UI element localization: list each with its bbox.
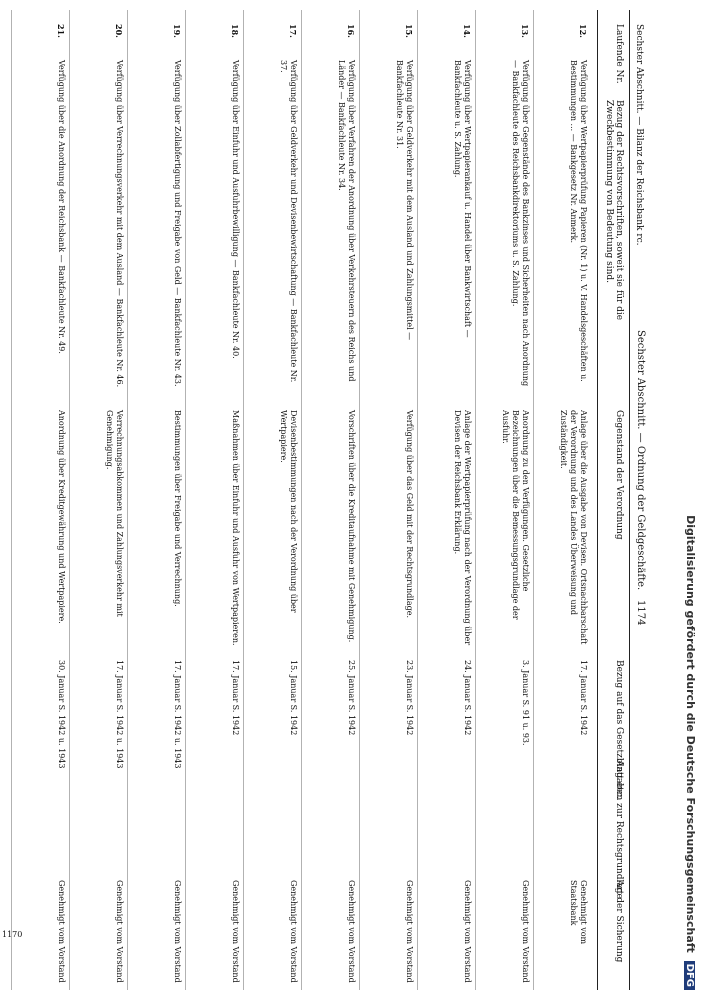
entry-subject: Anlage über die Ausgabe von Devisen. Ortsnachbarschaft der Verordnung und des Landes Überweisung und Zuständigkeit. bbox=[559, 410, 588, 645]
entry-status: Genehmigt vom Vorstand bbox=[521, 880, 530, 983]
entry-subject: Anordnung zu den Verfügungen. Gesetzliche Bezeichnungen über die Bemessungsgrundlage der Ausfuhr. bbox=[501, 410, 530, 620]
entry-text: Verfügung über Verfahren der Anordnung über Verkehrsteuern des Reichs und Länder — Bankfachleute Nr. 34. bbox=[337, 60, 356, 382]
dfg-logo: DFG bbox=[684, 961, 695, 990]
dfg-watermark bbox=[683, 12, 697, 990]
entry-subject: Bestimmungen über Freigabe und Verrechnung. bbox=[173, 410, 182, 607]
entry-subject: Vorschriften über die Kreditaufnahme mit Genehmigung. bbox=[347, 410, 356, 643]
entry-status: Genehmigt vom Vorstand bbox=[289, 880, 298, 983]
row-divider bbox=[185, 10, 186, 990]
entry-text: Verfügung über Geldverkehr mit dem Ausland und Zahlungsmittel — Bankfachleute Nr. 31. bbox=[395, 60, 414, 341]
row-divider bbox=[301, 10, 302, 990]
column-header-1: Laufende Nr. bbox=[614, 24, 624, 84]
table-row bbox=[242, 0, 300, 1000]
entry-reference: 30. Januar S. 1942 u. 1943 bbox=[57, 660, 66, 769]
entry-subject: Anlage der Wertpapierprüfung nach der Verordnung über Devisen der Reichsbank Erklärung. bbox=[453, 410, 472, 646]
entry-text: Verfügung über Verrechnungsverkehr mit dem Ausland — Bankfachleute Nr. 46. bbox=[115, 60, 124, 388]
column-header-4: Bezug auf das Gesetzblatt etc. bbox=[614, 660, 624, 799]
entry-reference: 17. Januar S. 1942 bbox=[579, 660, 588, 736]
column-header-6: Art der Sicherung bbox=[614, 880, 624, 963]
table-row bbox=[68, 0, 126, 1000]
entry-subject: Devisenbestimmungen nach der Verordnung über Wertpapiere. bbox=[279, 410, 298, 613]
entry-number: 16. bbox=[346, 24, 356, 38]
row-divider bbox=[69, 10, 70, 990]
row-divider bbox=[475, 10, 476, 990]
table-row bbox=[474, 0, 532, 1000]
column-header-5: Angaben zur Rechtsgrundlage bbox=[614, 760, 624, 899]
entry-reference: 15. Januar S. 1942 bbox=[289, 660, 298, 736]
entry-text: Verfügung über Geldverkehr und Devisenbewirtschaftung — Bankfachleute Nr. 37. bbox=[279, 60, 298, 383]
row-divider bbox=[243, 10, 244, 990]
entry-number: 14. bbox=[462, 24, 472, 38]
entry-text: Verfügung über Zollabfertigung und Freigabe von Geld — Bankfachleute Nr. 43. bbox=[173, 60, 182, 387]
row-divider bbox=[533, 10, 534, 990]
table-row bbox=[126, 0, 184, 1000]
row-divider bbox=[417, 10, 418, 990]
top-rule bbox=[629, 10, 630, 990]
entry-number: 17. bbox=[288, 24, 298, 38]
entry-number: 21. bbox=[56, 24, 66, 38]
table-row bbox=[416, 0, 474, 1000]
entry-number: 18. bbox=[230, 24, 240, 38]
table-row bbox=[358, 0, 416, 1000]
running-header-center: Sechster Abschnitt. — Ordnung der Geldgeschäfte. bbox=[635, 330, 646, 591]
entry-status: Genehmigt vom Staatsbank bbox=[569, 880, 588, 945]
table-row bbox=[184, 0, 242, 1000]
margin-page-number: 1170 bbox=[2, 930, 23, 939]
table-row bbox=[300, 0, 358, 1000]
watermark-text: Digitalisierung gefördert durch die Deutsche Forschungsgemeinschaft bbox=[684, 515, 697, 953]
entry-reference: 17. Januar S. 1942 bbox=[231, 660, 240, 736]
entry-number: 15. bbox=[404, 24, 414, 38]
entry-subject: Anordnung über Kreditgewährung und Wertpapiere. bbox=[57, 410, 66, 624]
entry-status: Genehmigt vom Vorstand bbox=[347, 880, 356, 983]
table-row bbox=[10, 0, 68, 1000]
column-header-2: Bezug der Rechtsvorschriften, soweit sie für die Zweckbestimmung von Bedeutung sind. bbox=[604, 100, 624, 321]
entry-reference: 25. Januar S. 1942 bbox=[347, 660, 356, 736]
entry-reference: 24. Januar S. 1942 bbox=[463, 660, 472, 736]
entry-number: 12. bbox=[578, 24, 588, 38]
entry-reference: 23. Januar S. 1942 bbox=[405, 660, 414, 736]
entry-status: Genehmigt vom Vorstand bbox=[173, 880, 182, 983]
entry-status: Genehmigt vom Vorstand bbox=[463, 880, 472, 983]
entry-reference: 3. Januar S. 91 u. 93. bbox=[521, 660, 530, 746]
column-header-3: Gegenstand der Verordnung bbox=[614, 410, 624, 540]
header-rule bbox=[597, 10, 598, 990]
entry-text: Verfügung über die Anordnung der Reichsbank — Bankfachleute Nr. 49. bbox=[57, 60, 66, 354]
running-header-left: Sechster Abschnitt. — Bilanz der Reichsbank rc. bbox=[634, 24, 644, 246]
entry-text: Verfügung über Einfuhr und Ausfuhrbewilligung — Bankfachleute Nr. 40. bbox=[231, 60, 240, 359]
entry-number: 20. bbox=[114, 24, 124, 38]
entry-subject: Maßnahmen über Einfuhr und Ausfuhr von Wertpapieren. bbox=[231, 410, 240, 646]
entry-number: 19. bbox=[172, 24, 182, 38]
row-divider bbox=[127, 10, 128, 990]
entry-subject: Verrechnungsabkommen und Zahlungsverkehr mit Genehmigung. bbox=[105, 410, 124, 617]
entry-reference: 17. Januar S. 1942 u. 1943 bbox=[115, 660, 124, 769]
entry-status: Genehmigt vom Vorstand bbox=[405, 880, 414, 983]
entry-status: Genehmigt vom Vorstand bbox=[57, 880, 66, 983]
page-number: 1174 bbox=[635, 600, 646, 626]
entry-status: Genehmigt vom Vorstand bbox=[231, 880, 240, 983]
table-row bbox=[532, 0, 590, 1000]
entry-text: Verfügung über Wertpapierprüfung Papieren (Nr. 1) u. V. Handelsgeschäften u. Bestimmungen ... — Bankgesetz Nr. Anmerk. bbox=[569, 60, 588, 382]
row-divider bbox=[11, 10, 12, 990]
entry-text: Verfügung über Gegenstände des Bankzinses und Sicherheiten nach Anordnung — Bankfachleute des Reichsbankdirektoriums u. S. Zahlung. bbox=[511, 60, 530, 387]
entry-status: Genehmigt vom Vorstand bbox=[115, 880, 124, 983]
entry-number: 13. bbox=[520, 24, 530, 38]
row-divider bbox=[359, 10, 360, 990]
entry-reference: 17. Januar S. 1942 u. 1943 bbox=[173, 660, 182, 769]
entry-text: Verfügung über Wertpapierankauf u. Handel über Bankwirtschaft — Bankfachleute u. S. Zahlung. bbox=[453, 60, 472, 338]
entry-subject: Verfügung über das Geld mit der Rechtsgrundlage. bbox=[405, 410, 414, 618]
